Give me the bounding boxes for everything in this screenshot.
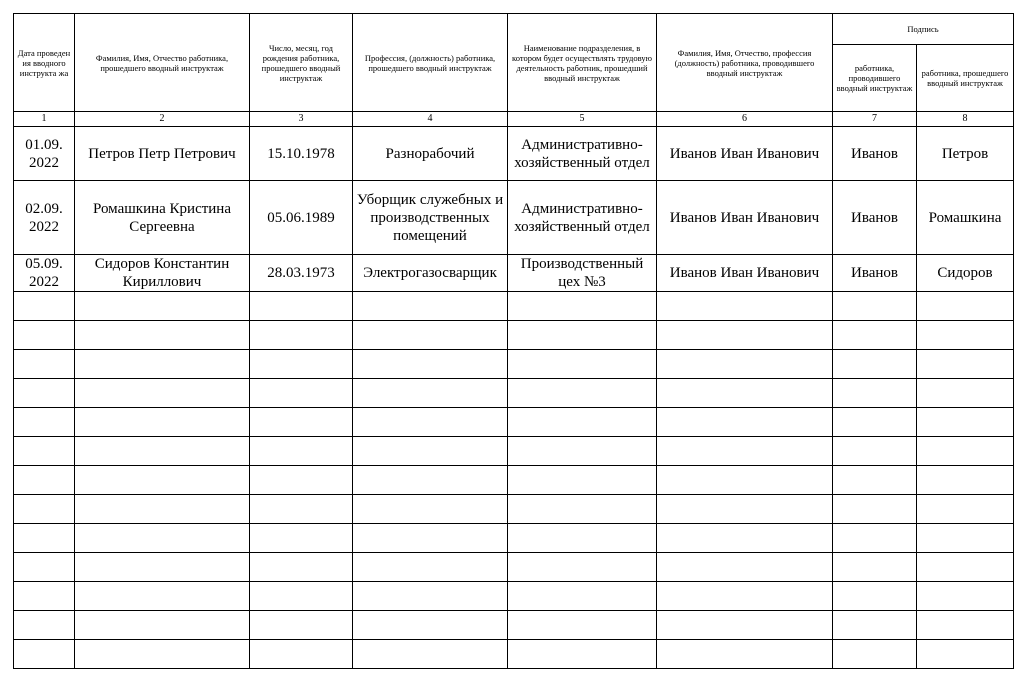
empty-cell bbox=[917, 466, 1014, 495]
empty-cell bbox=[833, 321, 917, 350]
empty-cell bbox=[353, 437, 508, 466]
empty-cell bbox=[917, 495, 1014, 524]
empty-cell bbox=[833, 292, 917, 321]
empty-cell bbox=[833, 379, 917, 408]
empty-table-row bbox=[14, 350, 1014, 379]
empty-cell bbox=[14, 611, 75, 640]
empty-cell bbox=[14, 292, 75, 321]
empty-cell bbox=[353, 495, 508, 524]
empty-cell bbox=[657, 321, 833, 350]
empty-cell bbox=[917, 611, 1014, 640]
empty-cell bbox=[508, 466, 657, 495]
empty-cell bbox=[657, 611, 833, 640]
empty-cell bbox=[14, 437, 75, 466]
empty-cell bbox=[917, 379, 1014, 408]
empty-cell bbox=[250, 321, 353, 350]
cell-profession: Электрогазосварщик bbox=[353, 255, 508, 292]
empty-table-row bbox=[14, 640, 1014, 669]
empty-cell bbox=[14, 408, 75, 437]
cell-instructor: Иванов Иван Иванович bbox=[657, 181, 833, 255]
empty-cell bbox=[353, 321, 508, 350]
empty-cell bbox=[250, 408, 353, 437]
header-fio: Фамилия, Имя, Отчество работника, прошедшего вводный инструктаж bbox=[75, 14, 250, 112]
empty-cell bbox=[508, 379, 657, 408]
cell-date: 05.09. 2022 bbox=[14, 255, 75, 292]
empty-cell bbox=[657, 582, 833, 611]
header-signature-instructor: работника, проводившего вводный инструктаж bbox=[833, 45, 917, 112]
empty-cell bbox=[657, 640, 833, 669]
empty-table-row bbox=[14, 495, 1014, 524]
empty-cell bbox=[917, 437, 1014, 466]
column-number: 4 bbox=[353, 112, 508, 127]
empty-cell bbox=[353, 524, 508, 553]
empty-cell bbox=[75, 466, 250, 495]
empty-cell bbox=[75, 437, 250, 466]
empty-table-row bbox=[14, 321, 1014, 350]
empty-cell bbox=[833, 611, 917, 640]
empty-cell bbox=[250, 611, 353, 640]
empty-table-row bbox=[14, 408, 1014, 437]
table-row bbox=[14, 127, 1014, 181]
empty-cell bbox=[833, 408, 917, 437]
cell-date: 02.09. 2022 bbox=[14, 181, 75, 255]
column-number: 2 bbox=[75, 112, 250, 127]
empty-cell bbox=[353, 379, 508, 408]
empty-cell bbox=[657, 553, 833, 582]
cell-instructor: Иванов Иван Иванович bbox=[657, 127, 833, 181]
empty-cell bbox=[250, 292, 353, 321]
empty-table-row bbox=[14, 582, 1014, 611]
empty-cell bbox=[250, 640, 353, 669]
empty-cell bbox=[250, 553, 353, 582]
column-number: 3 bbox=[250, 112, 353, 127]
header-signature: Подпись bbox=[833, 14, 1014, 45]
empty-cell bbox=[75, 379, 250, 408]
empty-cell bbox=[508, 437, 657, 466]
cell-signature-instructor: Иванов bbox=[833, 127, 917, 181]
cell-birth-date: 28.03.1973 bbox=[250, 255, 353, 292]
empty-cell bbox=[917, 553, 1014, 582]
empty-cell bbox=[250, 466, 353, 495]
empty-rows bbox=[14, 292, 1014, 669]
table-row bbox=[14, 181, 1014, 255]
empty-cell bbox=[14, 379, 75, 408]
empty-cell bbox=[657, 408, 833, 437]
empty-table-row bbox=[14, 466, 1014, 495]
empty-cell bbox=[14, 350, 75, 379]
empty-cell bbox=[14, 640, 75, 669]
cell-profession: Разнорабочий bbox=[353, 127, 508, 181]
empty-cell bbox=[508, 408, 657, 437]
empty-cell bbox=[75, 640, 250, 669]
empty-cell bbox=[14, 553, 75, 582]
cell-birth-date: 05.06.1989 bbox=[250, 181, 353, 255]
cell-division: Административно-хозяйственный отдел bbox=[508, 127, 657, 181]
cell-signature-worker: Сидоров bbox=[917, 255, 1014, 292]
cell-instructor: Иванов Иван Иванович bbox=[657, 255, 833, 292]
empty-cell bbox=[657, 379, 833, 408]
empty-cell bbox=[917, 524, 1014, 553]
header-birth-date: Число, месяц, год рождения работника, прошедшего вводный инструктаж bbox=[250, 14, 353, 112]
empty-cell bbox=[75, 350, 250, 379]
empty-cell bbox=[353, 611, 508, 640]
empty-cell bbox=[75, 292, 250, 321]
empty-cell bbox=[353, 466, 508, 495]
empty-cell bbox=[508, 292, 657, 321]
empty-cell bbox=[75, 611, 250, 640]
empty-cell bbox=[917, 321, 1014, 350]
empty-cell bbox=[917, 640, 1014, 669]
column-number: 6 bbox=[657, 112, 833, 127]
empty-cell bbox=[14, 582, 75, 611]
empty-cell bbox=[833, 350, 917, 379]
empty-cell bbox=[75, 582, 250, 611]
empty-cell bbox=[833, 495, 917, 524]
empty-cell bbox=[353, 640, 508, 669]
header-signature-worker: работника, прошедшего вводный инструктаж bbox=[917, 45, 1014, 112]
induction-briefing-log-table bbox=[13, 13, 1014, 669]
column-number: 5 bbox=[508, 112, 657, 127]
empty-cell bbox=[917, 408, 1014, 437]
empty-cell bbox=[657, 524, 833, 553]
empty-cell bbox=[508, 321, 657, 350]
empty-cell bbox=[833, 640, 917, 669]
empty-table-row bbox=[14, 611, 1014, 640]
cell-fio: Ромашкина Кристина Сергеевна bbox=[75, 181, 250, 255]
empty-cell bbox=[657, 495, 833, 524]
empty-cell bbox=[14, 524, 75, 553]
empty-table-row bbox=[14, 437, 1014, 466]
empty-cell bbox=[917, 350, 1014, 379]
cell-signature-worker: Ромашкина bbox=[917, 181, 1014, 255]
empty-cell bbox=[917, 582, 1014, 611]
empty-table-row bbox=[14, 524, 1014, 553]
empty-cell bbox=[508, 495, 657, 524]
cell-signature-worker: Петров bbox=[917, 127, 1014, 181]
empty-cell bbox=[250, 379, 353, 408]
empty-cell bbox=[250, 524, 353, 553]
cell-date: 01.09. 2022 bbox=[14, 127, 75, 181]
empty-cell bbox=[353, 292, 508, 321]
empty-cell bbox=[657, 292, 833, 321]
empty-cell bbox=[833, 553, 917, 582]
empty-cell bbox=[75, 321, 250, 350]
empty-cell bbox=[353, 553, 508, 582]
header-division: Наименование подразделения, в котором будет осуществлять трудовую деятельность работник, прошедший вводный инструктаж bbox=[508, 14, 657, 112]
empty-cell bbox=[657, 350, 833, 379]
empty-cell bbox=[353, 582, 508, 611]
empty-cell bbox=[508, 640, 657, 669]
empty-cell bbox=[657, 437, 833, 466]
empty-cell bbox=[508, 524, 657, 553]
empty-cell bbox=[353, 408, 508, 437]
cell-signature-instructor: Иванов bbox=[833, 181, 917, 255]
empty-cell bbox=[353, 350, 508, 379]
empty-cell bbox=[833, 466, 917, 495]
empty-cell bbox=[14, 466, 75, 495]
empty-cell bbox=[75, 408, 250, 437]
empty-cell bbox=[917, 292, 1014, 321]
cell-profession: Уборщик служебных и производственных помещений bbox=[353, 181, 508, 255]
header-instructor: Фамилия, Имя, Отчество, профессия (должность) работника, проводившего вводный инструктаж bbox=[657, 14, 833, 112]
empty-cell bbox=[14, 495, 75, 524]
empty-cell bbox=[250, 437, 353, 466]
empty-cell bbox=[508, 582, 657, 611]
column-number: 1 bbox=[14, 112, 75, 127]
empty-cell bbox=[508, 611, 657, 640]
table-row bbox=[14, 255, 1014, 292]
header-date: Дата проведен ия вводного инструкта жа bbox=[14, 14, 75, 112]
cell-fio: Сидоров Константин Кириллович bbox=[75, 255, 250, 292]
empty-cell bbox=[833, 582, 917, 611]
header-row bbox=[14, 14, 1014, 45]
column-number: 8 bbox=[917, 112, 1014, 127]
empty-cell bbox=[657, 466, 833, 495]
header-profession: Профессия, (должность) работника, прошедшего вводный инструктаж bbox=[353, 14, 508, 112]
empty-cell bbox=[250, 582, 353, 611]
empty-cell bbox=[250, 350, 353, 379]
empty-cell bbox=[75, 495, 250, 524]
empty-cell bbox=[833, 437, 917, 466]
empty-cell bbox=[14, 321, 75, 350]
empty-cell bbox=[250, 495, 353, 524]
cell-division: Производственный цех №3 bbox=[508, 255, 657, 292]
cell-birth-date: 15.10.1978 bbox=[250, 127, 353, 181]
empty-table-row bbox=[14, 292, 1014, 321]
empty-table-row bbox=[14, 379, 1014, 408]
empty-table-row bbox=[14, 553, 1014, 582]
cell-signature-instructor: Иванов bbox=[833, 255, 917, 292]
empty-cell bbox=[833, 524, 917, 553]
empty-cell bbox=[508, 350, 657, 379]
column-numbers-row bbox=[14, 112, 1014, 127]
empty-cell bbox=[75, 524, 250, 553]
cell-division: Административно-хозяйственный отдел bbox=[508, 181, 657, 255]
cell-fio: Петров Петр Петрович bbox=[75, 127, 250, 181]
column-number: 7 bbox=[833, 112, 917, 127]
empty-cell bbox=[508, 553, 657, 582]
empty-cell bbox=[75, 553, 250, 582]
